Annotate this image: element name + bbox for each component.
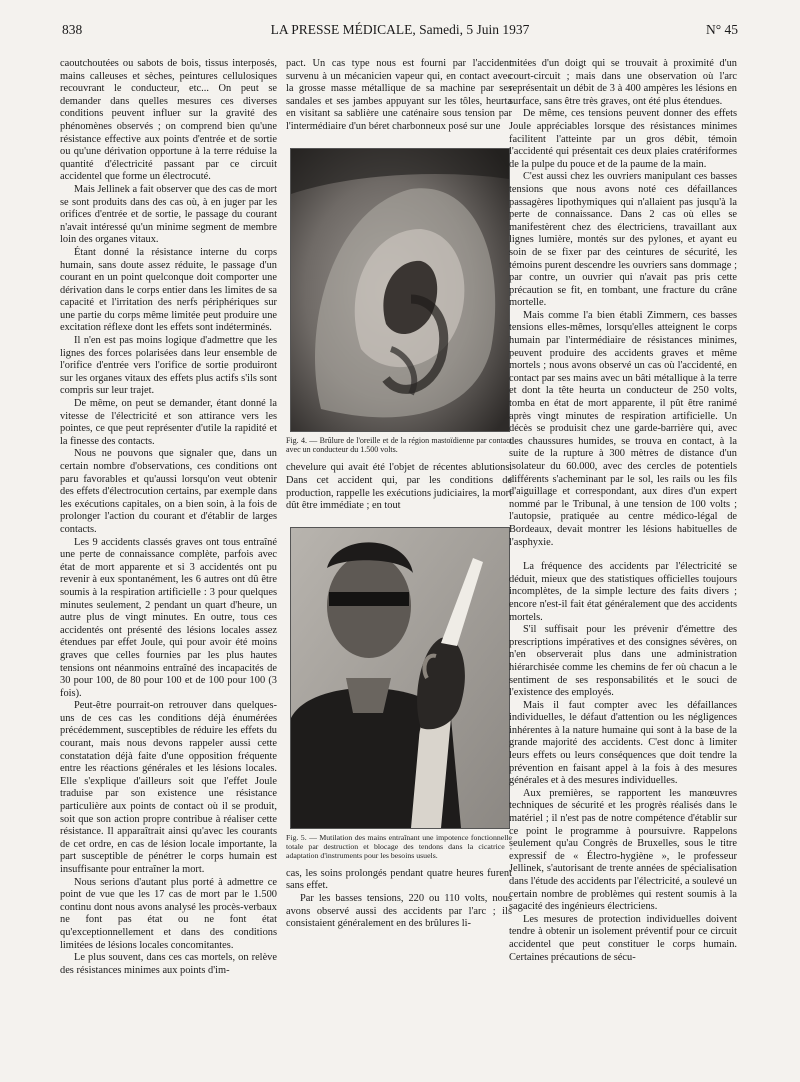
paragraph: Par les basses tensions, 220 ou 110 volts, nous avons observé aussi des accidents par l'arc ; ils consistaient généralement en des brûlures li- [286, 892, 512, 930]
paragraph: La fréquence des accidents par l'électricité se déduit, mieux que des statistiques officielles toujours incomplètes, de la simple lecture des faits divers ; encore n'est-il fait état généralement que des accidents mortels. [509, 561, 737, 623]
page-header [60, 20, 740, 46]
figure-4-caption: Fig. 4. — Brûlure de l'oreille et de la région mastoïdienne par contact avec un conducteur du 1.500 volts. [286, 435, 512, 454]
paragraph: C'est aussi chez les ouvriers manipulant ces basses tensions que nous avons noté ces défaillances passagères lipothymiques qui n'allaient pas jusqu'à la perte de connaissance. Dans 2 cas où elles se manifestèrent chez des électriciens, travaillant aux lignes lumière, montés sur des pylones, et ayant eu soin de se fixer par des ceintures de sécurité, les témoins purent descendre les ouvriers sans dommage ; par contre, un ouvrier qui n'avait pas pris cette précaution se fit, en tombant, une fracture du crâne mortelle. [509, 171, 737, 309]
paragraph: De même, ces tensions peuvent donner des effets Joule appréciables lorsque des résistances minimes facilitent l'atteinte par un gros débit, témoin l'accidenté qui présentait ces deux plaies cratériformes de la pulpe du pouce et de la paume de la main. [509, 108, 737, 170]
column-2 [286, 58, 512, 931]
paragraph: pact. Un cas type nous est fourni par l'accident survenu à un mécanicien vapeur qui, en contact avec la grosse masse métallique de sa machine par ses sandales et ses jambes appuyant sur les tôles, heurta en visitant sa sablière une caténaire sous tension par l'intermédiaire d'un béret charbonneux posé sur une [286, 58, 512, 132]
paragraph: Aux premières, se rapportent les manœuvres techniques de sécurité et les progrès réalisés dans le matériel ; il n'est pas de notre compétence d'établir sur ce point le programme à poursuivre. Rappelons seulement qu'au Congrès de Bruxelles, sous le titre expressif de « Électro-hygiène », le professeur Jellinek, s'autorisant de trente années de spécialisation dans l'étude des accidents par l'électricité, a soulevé un certain nombre de problèmes qui restent soumis à la sagacité des ingénieurs électriciens. [509, 787, 737, 913]
paragraph: Mais comme l'a bien établi Zimmern, ces basses tensions elles-mêmes, lorsqu'elles atteignent le corps humain par l'intermédiaire de résistances minimes, peuvent produire des accidents graves et même mortels ; nous avons observé un cas où l'accidenté, en contact par ses mains avec un bâti métallique à la terre et dont la tête heurta un conducteur de 250 volts, tomba en état de mort apparente, il pût être ranimé après vingt minutes de respiration artificielle. Un décès se produisit chez une garde-barrière qui, avec des chaussures humides, se trouva en contact, à la suite de la rupture à 300 mètres de distance d'un isolateur du 60.000, avec des cercles de potentiels différents s'acheminant par le sol, les rails ou les fils d'aiguillage et correspondant, aux dires d'un expert nommé par le Tribunal, à une tension de 100 volts ; l'autopsie, pratiquée au centre médico-légal de Bordeaux, devait montrer les lésions habituelles de l'asphyxie. [509, 309, 737, 548]
hand-mutilation-photo [291, 528, 509, 828]
paragraph: Les 9 accidents classés graves ont tous entraîné une perte de connaissance complète, parfois avec état de mort apparente et si 3 accidentés ont pu revenir à eux spontanément, les 6 autres ont dû être soumis à la respiration artificielle : 3 pour quelques minutes seulement, 2 pendant un quart d'heure, un autre plus de vingt minutes. En outre, tous ces accidentés ont présenté des lésions locales assez étendues par effet Joule, qui pour avoir été moins graves que celles fournies par les plus hautes tensions ont néanmoins entraîné des incapacités de 30 pour 100, de 80 pour 100 et de 100 pour 100 (3 fois). [60, 536, 277, 699]
running-title: LA PRESSE MÉDICALE, Samedi, 5 Juin 1937 [270, 22, 530, 37]
paragraph: De même, on peut se demander, étant donné la vitesse de l'électricité et son attirance vers les pointes, ce que peut représenter d'utile la rapidité et la finesse des contacts. [60, 398, 277, 447]
paragraph: Les mesures de protection individuelles doivent tendre à obtenir un isolement préventif pour ce circuit accidentel que peut constituer le corps humain. Certaines précautions de sécu- [509, 913, 737, 963]
paragraph: Nous serions d'autant plus porté à admettre ce point de vue que les 17 cas de mort par le 1.500 continu dont nous avons analysé les procès-verbaux ne font pas état ou ne font état qu'exceptionnellement et dans des conditions limitées de lésions locales concomitantes. [60, 876, 277, 951]
paragraph: S'il suffisait pour les prévenir d'émettre des prescriptions impératives et des consignes sévères, on n'en observerait plus dans une administration hiérarchisée comme les chemins de fer où chacun a le sentiment de ses responsabilités et le souci de l'existence des employés. [509, 624, 737, 699]
paragraph: Nous ne pouvons que signaler que, dans un certain nombre d'observations, ces conditions ont paru favorables et qu'aussi lorsqu'on veut obtenir des effets d'électrocution certains, par exemple dans les exécutions capitales, on a bien soin, à la fois de prolonger l'action du courant et d'établir de larges contacts. [60, 448, 277, 535]
figure-5-caption: Fig. 5. — Mutilation des mains entraînant une impotence fonctionnelle totale par destruction et blocage des tendons dans la cicatrice ; adaptation d'instruments pour les besoins usuels. [286, 832, 512, 860]
paragraph: cas, les soins prolongés pendant quatre heures furent sans effet. [286, 867, 512, 892]
paragraph: Étant donné la résistance interne du corps humain, sans doute assez réduite, le passage d'un courant en un point quelconque doit comporter une dérivation dans le corps entier dans les limites de sa capacité et l'irritation des nerfs périphériques sur une partie du corps même limitée peut produire une excitation réflexe dont les effets sont indéterminés. [60, 246, 277, 334]
paragraph: Le plus souvent, dans ces cas mortels, on relève des résistances minimes aux points d'im- [60, 952, 277, 976]
page-number: 838 [62, 22, 83, 37]
ear-burn-photo [291, 149, 509, 431]
figure-4-photo [290, 148, 510, 432]
column-3 [509, 58, 737, 964]
paragraph: Mais Jellinek a fait observer que des cas de mort se sont produits dans des cas où, à en juger par les orifices d'entrée et de sortie, le passage du courant n'avait intéressé qu'un minime segment de membre loin des organes vitaux. [60, 183, 277, 246]
column-1 [60, 58, 277, 977]
paragraph: mitées d'un doigt qui se trouvait à proximité d'un court-circuit ; mais dans une observation où l'arc représentait un débit de 3 à 400 ampères les lésions en surface, sans être très graves, ont été plus étendues. [509, 58, 737, 107]
paragraph: Mais il faut compter avec les défaillances individuelles, le défaut d'attention ou les négligences inhérentes à la nature humaine qui sont à la base de la grande majorité des accidents. C'est donc à limiter leurs effets ou leurs conséquences que doit tendre la prévention en faisant appel à la fois à des mesures générales et à des mesures individuelles. [509, 699, 737, 787]
issue-number: N° 45 [705, 22, 738, 37]
section-spacer [509, 549, 737, 561]
paragraph: chevelure qui avait été l'objet de récentes ablutions. Dans cet accident qui, par les conditions de production, rappelle les exécutions judiciaires, la mort dût être immédiate ; en tout [286, 462, 512, 512]
paragraph: Il n'en est pas moins logique d'admettre que les lignes des forces polarisées dans leur ensemble de l'orifice d'entrée vers l'orifice de sortie produiront sur les organes vitaux des effets plus actifs s'ils sont compris sur leur trajet. [60, 335, 277, 397]
figure-5-photo [290, 527, 510, 829]
paragraph: Peut-être pourrait-on retrouver dans quelques-uns de ces cas les conditions déjà énumérées précédemment, susceptibles de réduire les effets du courant, mais nous devons rappeler aussi cette constatation déjà faite d'une opposition fréquente entre les réactions générales et les lésions locales. Elle s'explique d'ailleurs soit que l'effet Joule traduise par son existence une résistance particulière aux points de contact où il se produit, soit que son action propre contribue à réaliser cette résistance. Il apparaîtrait ainsi qu'avec les courants de cet ordre, en cas de lésion locale importante, la part susceptible de pénétrer le corps humain est insuffisante pour entraîner la mort. [60, 700, 277, 875]
paragraph: caoutchoutées ou sabots de bois, tissus interposés, mains calleuses et sèches, peintures cellulosiques recouvrant le conducteur, etc... On peut se demander dans quelles mesures ces diverses conditions peuvent influer sur la gravité des phénomènes observés ; on comprend bien qu'une résistance effective aux points d'entrée et de sortie ou qu'une dérivation opportune à la terre réduise la quantité d'électricité passant par ce circuit accidentel que forme un électrocuté. [60, 58, 277, 183]
